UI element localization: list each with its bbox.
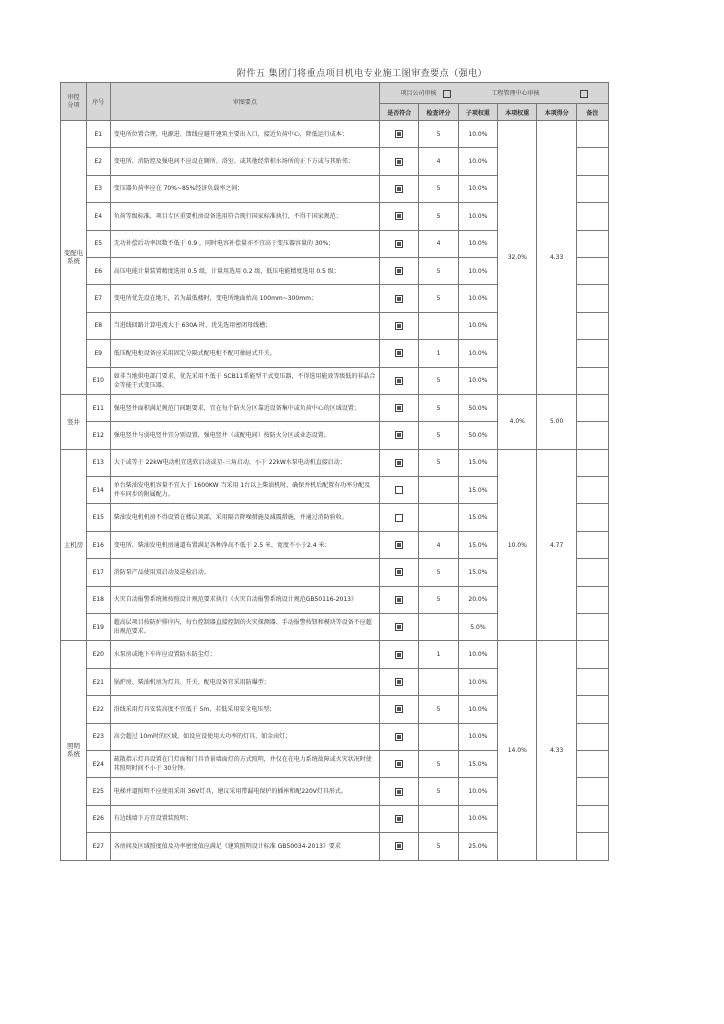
note-cell[interactable] [576, 230, 608, 257]
score-cell[interactable] [419, 723, 458, 750]
score-cell[interactable] [419, 504, 458, 531]
item-text: 强电竖井与弱电竖井宜分别设置，强电竖井（或配电间）按防火分区或业态设置。 [110, 422, 379, 449]
compliant-cell [380, 340, 419, 367]
page-title: 附件五 集团门将重点项目机电专业施工图审查要点（强电） [236, 69, 488, 79]
note-cell[interactable] [576, 586, 608, 613]
weight-cell: 20.0% [458, 586, 497, 613]
score-cell[interactable]: 5 [419, 121, 458, 148]
weight-cell: 10.0% [458, 805, 497, 832]
compliant-cell [380, 449, 419, 476]
item-text: 高会超过 10m时的区域，如设应设使用大功率的灯具，如金卤灯； [110, 723, 379, 750]
item-number: E18 [86, 586, 110, 613]
note-cell[interactable] [576, 257, 608, 284]
compliant-cell [380, 750, 419, 777]
table-row [61, 121, 609, 148]
item-number: E17 [86, 559, 110, 586]
col-item-weight-header: 本项权重 [498, 104, 537, 121]
compliant-cell [380, 285, 419, 312]
weight-cell: 10.0% [458, 257, 497, 284]
item-weight-cell: 14.0% [498, 641, 537, 860]
weight-cell: 10.0% [458, 641, 497, 668]
score-cell[interactable]: 4 [419, 148, 458, 175]
note-cell[interactable] [576, 121, 608, 148]
weight-cell: 15.0% [458, 504, 497, 531]
compliant-checkbox[interactable] [395, 486, 403, 494]
weight-cell: 15.0% [458, 449, 497, 476]
compliant-cell [380, 148, 419, 175]
item-number: E19 [86, 614, 110, 641]
note-cell[interactable] [576, 340, 608, 367]
item-number: E16 [86, 531, 110, 558]
item-text: 变电所、柴油发电机房通道布置满足各种净高不低于 2.5 米，宽度不小于2.4 米； [110, 531, 379, 558]
company-review-label: 项目公司审核 [400, 90, 437, 98]
score-cell[interactable]: 5 [419, 285, 458, 312]
weight-cell: 10.0% [458, 203, 497, 230]
weight-cell: 10.0% [458, 312, 497, 339]
weight-cell: 10.0% [458, 121, 497, 148]
score-cell[interactable]: 4 [419, 531, 458, 558]
score-cell[interactable]: 5 [419, 203, 458, 230]
note-cell[interactable] [576, 559, 608, 586]
compliant-cell [380, 394, 419, 421]
note-cell[interactable] [576, 531, 608, 558]
note-cell[interactable] [576, 175, 608, 202]
table-row [61, 449, 609, 476]
item-text: 变电所优先设在地下，若为最低楼时，变电所地面抬高 100mm~300mm； [110, 285, 379, 312]
item-number: E6 [86, 257, 110, 284]
compliant-checkbox[interactable] [395, 185, 403, 193]
compliant-cell [380, 367, 419, 394]
score-cell[interactable] [419, 614, 458, 641]
compliant-cell [380, 723, 419, 750]
compliant-cell [380, 504, 419, 531]
weight-cell: 10.0% [458, 668, 497, 695]
weight-cell: 10.0% [458, 696, 497, 723]
compliant-checkbox[interactable] [395, 158, 403, 166]
score-cell[interactable]: 1 [419, 641, 458, 668]
note-cell[interactable] [576, 778, 608, 805]
category-cell: 照明 系统 [61, 641, 87, 860]
note-cell[interactable] [576, 367, 608, 394]
score-cell[interactable] [419, 668, 458, 695]
compliant-checkbox[interactable] [395, 404, 403, 412]
item-number: E2 [86, 148, 110, 175]
col-note-header: 备注 [576, 104, 608, 121]
compliant-cell [380, 641, 419, 668]
compliant-checkbox[interactable] [395, 541, 403, 549]
note-cell[interactable] [576, 422, 608, 449]
item-score-cell: 4.33 [537, 121, 576, 395]
weight-cell: 15.0% [458, 750, 497, 777]
col-item-score-header: 本项得分 [537, 104, 576, 121]
weight-cell: 15.0% [458, 477, 497, 504]
note-cell[interactable] [576, 449, 608, 476]
weight-cell: 15.0% [458, 559, 497, 586]
item-text: 疏散指示灯具设置在门灯面和门具背景墙面灯的方式照明，并仅在在电力系统故障或火灾状况时使其照明时间不小于 30分钟。 [110, 750, 379, 777]
item-number: E7 [86, 285, 110, 312]
weight-cell: 10.0% [458, 367, 497, 394]
weight-cell: 5.0% [458, 614, 497, 641]
company-review-checkbox[interactable] [443, 90, 451, 98]
compliant-checkbox[interactable] [395, 377, 403, 385]
note-cell[interactable] [576, 614, 608, 641]
item-text: 高压电能计量装置精度选用 0.5 级，计量用选用 0.2 级，低压电能精度选用 0.5 级； [110, 257, 379, 284]
compliant-checkbox[interactable] [395, 431, 403, 439]
compliant-checkbox[interactable] [395, 267, 403, 275]
compliant-checkbox[interactable] [395, 349, 403, 357]
compliant-cell [380, 312, 419, 339]
item-text: 柴油发电机机房不得设置在楼层顶部，采用隔音降噪措施及减震措施，并通过消防验收。 [110, 504, 379, 531]
item-text: 负荷等级标准，项目专区重要机房设备选用符合现行国家标准执行，不得干国家规范； [110, 203, 379, 230]
note-cell[interactable] [576, 312, 608, 339]
compliant-checkbox[interactable] [395, 705, 403, 713]
weight-cell: 10.0% [458, 285, 497, 312]
compliant-checkbox[interactable] [395, 651, 403, 659]
item-number: E1 [86, 121, 110, 148]
compliant-cell [380, 778, 419, 805]
note-cell[interactable] [576, 723, 608, 750]
compliant-cell [380, 833, 419, 860]
item-number: E15 [86, 504, 110, 531]
item-weight-cell: 32.0% [498, 121, 537, 395]
item-text: 单台柴油发电机容量不宜大于 1600KW 当采用 1台以上柴油机时，确保并机后配置有功率分配及并车同步的附属配力。 [110, 477, 379, 504]
item-text: 低压配电柜设备应采用固定分隔式配电柜不配可抽屉式开关。 [110, 340, 379, 367]
item-number: E24 [86, 750, 110, 777]
item-text: 有边线墙下方宜设置装照明； [110, 805, 379, 832]
item-text: 消防泵产品使用双启动及巡检启动。 [110, 559, 379, 586]
item-score-cell: 4.33 [537, 641, 576, 860]
item-text: 变电所位置合理，电源进、馈线应避开建筑主要出入口，接近负荷中心，降低运行成本； [110, 121, 379, 148]
category-cell: 变配电 系统 [61, 121, 87, 395]
col-no-header: 序号 [86, 83, 110, 121]
item-number: E13 [86, 449, 110, 476]
compliant-cell [380, 203, 419, 230]
table-row [61, 641, 609, 668]
compliant-checkbox[interactable] [395, 212, 403, 220]
item-text: 变电所、消防控及强电间不应设在厕所、浴室、或其他经常积水场所的正下方或与其贴邻； [110, 148, 379, 175]
compliant-checkbox[interactable] [395, 842, 403, 850]
item-text: 各房间及区域照度值及功率密度值应满足《建筑照明设计标准 GB50034-2013》要求 [110, 833, 379, 860]
table-row [61, 394, 609, 421]
weight-cell: 10.0% [458, 148, 497, 175]
note-cell[interactable] [576, 750, 608, 777]
item-number: E14 [86, 477, 110, 504]
item-number: E8 [86, 312, 110, 339]
score-cell[interactable]: 5 [419, 367, 458, 394]
item-number: E20 [86, 641, 110, 668]
compliant-checkbox[interactable] [395, 295, 403, 303]
item-number: E10 [86, 367, 110, 394]
note-cell[interactable] [576, 477, 608, 504]
score-cell[interactable] [419, 805, 458, 832]
note-cell[interactable] [576, 668, 608, 695]
item-score-cell: 4.77 [537, 449, 576, 641]
note-cell[interactable] [576, 148, 608, 175]
weight-cell: 25.0% [458, 833, 497, 860]
score-cell[interactable] [419, 477, 458, 504]
score-cell[interactable]: 5 [419, 257, 458, 284]
item-weight-cell: 10.0% [498, 449, 537, 641]
item-text: 无功补偿后功率因数不低于 0.9 ，同时电容补偿量亦不宜高于变压器容量的 30%； [110, 230, 379, 257]
col-weight-header: 子项权重 [458, 104, 497, 121]
item-text: 火灾自动报警系统须按照设计规范要求执行《火灾自动报警系统设计规范GB50116-2013》 [110, 586, 379, 613]
note-cell[interactable] [576, 833, 608, 860]
score-cell[interactable]: 5 [419, 394, 458, 421]
compliant-checkbox[interactable] [395, 240, 403, 248]
col-item-header: 审图要点 [110, 83, 379, 121]
score-cell[interactable]: 5 [419, 449, 458, 476]
compliant-cell [380, 175, 419, 202]
compliant-cell [380, 477, 419, 504]
item-number: E25 [86, 778, 110, 805]
compliant-cell [380, 805, 419, 832]
weight-cell: 10.0% [458, 778, 497, 805]
item-number: E5 [86, 230, 110, 257]
note-cell[interactable] [576, 641, 608, 668]
item-number: E27 [86, 833, 110, 860]
score-cell[interactable] [419, 312, 458, 339]
score-cell[interactable]: 5 [419, 559, 458, 586]
score-cell[interactable]: 5 [419, 175, 458, 202]
item-number: E22 [86, 696, 110, 723]
note-cell[interactable] [576, 805, 608, 832]
item-number: E26 [86, 805, 110, 832]
compliant-cell [380, 696, 419, 723]
compliant-checkbox[interactable] [395, 788, 403, 796]
item-text: 变压器负荷率应在 70%~85%经济负载率之间； [110, 175, 379, 202]
score-cell[interactable]: 5 [419, 422, 458, 449]
item-text: 水泵房或地下车库应设置防水防尘灯； [110, 641, 379, 668]
note-cell[interactable] [576, 285, 608, 312]
item-number: E11 [86, 394, 110, 421]
compliant-checkbox[interactable] [395, 623, 403, 631]
center-review-checkbox[interactable] [580, 90, 588, 98]
compliant-checkbox[interactable] [395, 568, 403, 576]
item-number: E21 [86, 668, 110, 695]
center-review-label: 工程管理中心审核 [491, 90, 540, 98]
item-text: 大于或等于 22kW电动机宜选软启动或星-三角启动，小于 22kW水泵电动机直接启动； [110, 449, 379, 476]
note-cell[interactable] [576, 394, 608, 421]
compliant-checkbox[interactable] [395, 514, 403, 522]
compliant-checkbox[interactable] [395, 459, 403, 467]
compliant-cell [380, 121, 419, 148]
compliant-checkbox[interactable] [395, 596, 403, 604]
weight-cell: 50.0% [458, 394, 497, 421]
compliant-cell [380, 531, 419, 558]
note-cell[interactable] [576, 504, 608, 531]
compliant-checkbox[interactable] [395, 678, 403, 686]
score-cell[interactable]: 5 [419, 586, 458, 613]
compliant-checkbox[interactable] [395, 733, 403, 741]
item-text: 当进线回路计算电流大于 630A 时，优先选用密闭母线槽； [110, 312, 379, 339]
weight-cell: 10.0% [458, 230, 497, 257]
item-score-cell: 5.00 [537, 394, 576, 449]
item-weight-cell: 4.0% [498, 394, 537, 449]
item-text: 电梯并道照明不应使用采用 36V灯具，建议采用带漏电保护的插座和配220V灯具形式。 [110, 778, 379, 805]
weight-cell: 50.0% [458, 422, 497, 449]
weight-cell: 10.0% [458, 340, 497, 367]
weight-cell: 15.0% [458, 531, 497, 558]
item-number: E4 [86, 203, 110, 230]
col-compliant-header: 是否符合 [380, 104, 419, 121]
note-cell[interactable] [576, 203, 608, 230]
score-cell[interactable]: 5 [419, 833, 458, 860]
item-number: E3 [86, 175, 110, 202]
item-number: E9 [86, 340, 110, 367]
score-cell[interactable]: 1 [419, 340, 458, 367]
item-number: E23 [86, 723, 110, 750]
weight-cell: 10.0% [458, 723, 497, 750]
item-text: 强电竖井面积满足规范门间距要求，宜在每个防火分区靠近设备集中或负荷中心的区域设置； [110, 394, 379, 421]
compliant-checkbox[interactable] [395, 815, 403, 823]
score-cell[interactable]: 4 [419, 230, 458, 257]
item-text: 如非当地供电部门要求，优先采用不低于 SCB11系能型干式变压器，不得选用能效等级低的非晶合金等能干式变压器。 [110, 367, 379, 394]
weight-cell: 10.0% [458, 175, 497, 202]
item-text: 锅炉房、柴油机房为灯具、开关、配电设备宜采用防爆型； [110, 668, 379, 695]
col-score-header: 检查评分 [419, 104, 458, 121]
score-cell[interactable]: 5 [419, 750, 458, 777]
compliant-cell [380, 668, 419, 695]
compliant-cell [380, 614, 419, 641]
col-category-header: 审控 分项 [61, 83, 87, 121]
category-cell: 主机房 [61, 449, 87, 641]
score-cell[interactable]: 5 [419, 696, 458, 723]
review-table [60, 82, 609, 861]
compliant-cell [380, 422, 419, 449]
category-cell: 竖井 [61, 394, 87, 449]
compliant-checkbox[interactable] [395, 760, 403, 768]
compliant-cell [380, 559, 419, 586]
compliant-cell [380, 257, 419, 284]
item-text: 超高层项目按防护排序内，每台控制器直接控制的火灾探测器、手动报警按钮和模块等设备不应超出规范要求。 [110, 614, 379, 641]
review-group-header [380, 83, 609, 104]
compliant-cell [380, 230, 419, 257]
compliant-cell [380, 586, 419, 613]
compliant-checkbox[interactable] [395, 322, 403, 330]
compliant-checkbox[interactable] [395, 130, 403, 138]
item-number: E12 [86, 422, 110, 449]
score-cell[interactable]: 5 [419, 778, 458, 805]
item-text: 沿线采用灯具安装高度不宜低于 5m，若低采用安全电压型； [110, 696, 379, 723]
note-cell[interactable] [576, 696, 608, 723]
